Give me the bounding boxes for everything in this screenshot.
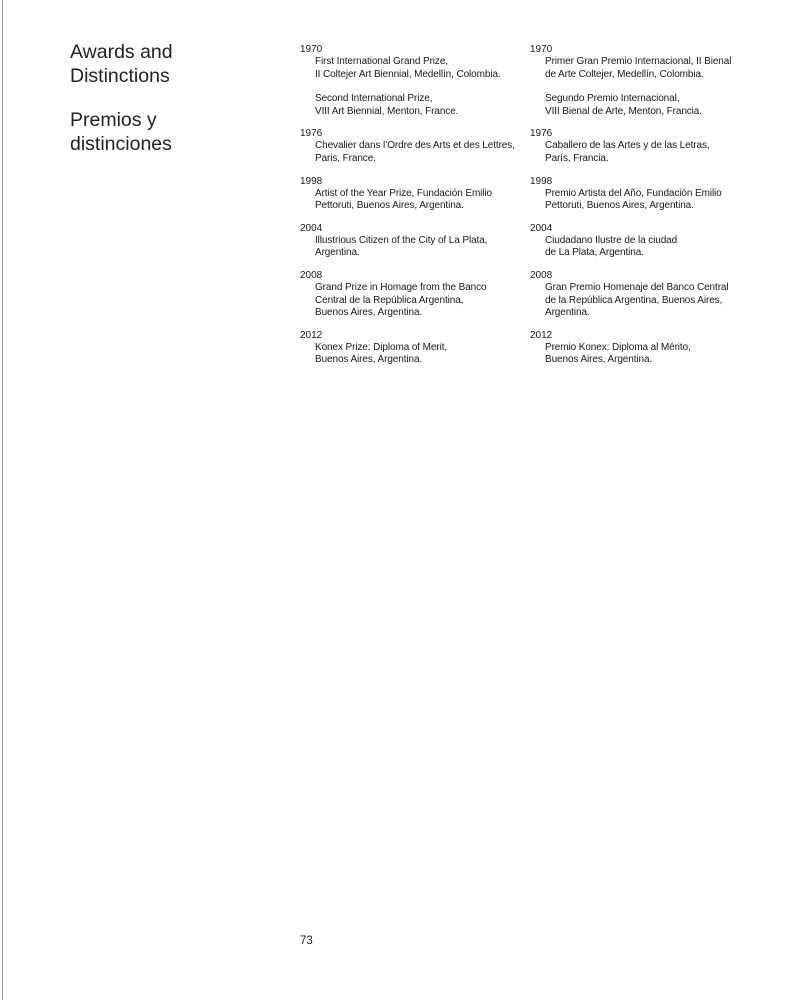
award-entry [530, 128, 745, 165]
award-description [530, 188, 745, 213]
award-text-line: Chevalier dans l’Ordre des Arts et des Lettres, [315, 140, 515, 152]
award-description [300, 56, 540, 81]
award-text-line: Pettoruti, Buenos Aires, Argentina. [545, 200, 694, 212]
award-description [300, 140, 540, 165]
award-entry [300, 176, 540, 213]
award-text-line: de Arte Coltejer, Medellín, Colombia. [545, 68, 704, 80]
award-text-line: Segundo Premio Internacional, [545, 93, 680, 105]
award-description [530, 93, 745, 118]
award-description [300, 188, 540, 213]
award-text-line: First International Grand Prize, [315, 56, 448, 67]
award-text-line: Ciudadano Ilustre de la ciudad [545, 234, 678, 246]
award-text-line: Caballero de las Artes y de las Letras, [545, 140, 710, 152]
entry-spacer [300, 81, 540, 93]
award-text-line: de la República Argentina, Buenos Aires, [545, 294, 723, 306]
award-text-line: Argentina. [545, 307, 590, 319]
award-year: 1976 [530, 128, 553, 140]
award-year: 2008 [530, 269, 553, 281]
award-text-line: VIII Bienal de Arte, Menton, Francia. [545, 105, 702, 117]
awards-column-english [300, 44, 540, 377]
heading-english [70, 41, 173, 88]
award-year: 1998 [300, 175, 323, 187]
award-text-line: VIII Art Biennial, Menton, France. [315, 105, 459, 117]
award-year: 1998 [530, 175, 553, 187]
award-text-line: II Coltejer Art Biennial, Medellín, Colombia. [315, 68, 501, 80]
award-year: 2012 [530, 329, 553, 341]
page-edge-line [2, 0, 3, 1000]
awards-column-spanish [530, 44, 745, 377]
award-text-line: Grand Prize in Homage from the Banco [315, 281, 487, 293]
heading-line: Distinctions [70, 64, 170, 87]
heading-line: Premios y [70, 109, 157, 131]
award-entry [300, 270, 540, 320]
award-description [300, 235, 540, 260]
award-description [530, 235, 745, 260]
award-description [530, 282, 745, 320]
award-year: 1970 [530, 44, 553, 55]
award-text-line: Buenos Aires, Argentina. [315, 354, 423, 366]
heading-spanish [70, 109, 172, 156]
award-entry [530, 44, 745, 118]
award-year: 2004 [300, 222, 323, 234]
award-description [300, 282, 540, 320]
award-text-line: Pettoruti, Buenos Aires, Argentina. [315, 200, 464, 212]
award-year: 2012 [300, 329, 323, 341]
award-entry [530, 330, 745, 367]
award-description [300, 93, 540, 118]
award-text-line: Gran Premio Homenaje del Banco Central [545, 281, 729, 293]
award-text-line: Illustrious Citizen of the City of La Plata, [315, 234, 488, 246]
award-entry [300, 128, 540, 165]
award-entry [530, 176, 745, 213]
award-text-line: Central de la República Argentina, [315, 294, 464, 306]
award-entry [530, 270, 745, 320]
heading-line: distinciones [70, 132, 172, 155]
award-entry [300, 330, 540, 367]
award-year: 1976 [300, 128, 323, 140]
award-text-line: Buenos Aires, Argentina. [315, 307, 423, 319]
award-description [530, 342, 745, 367]
award-text-line: de La Plata, Argentina. [545, 247, 644, 259]
award-text-line: Buenos Aires, Argentina. [545, 354, 653, 366]
award-description [530, 140, 745, 165]
award-year: 1970 [300, 44, 323, 55]
award-text-line: Argentina. [315, 247, 360, 259]
award-year: 2004 [530, 222, 553, 234]
award-text-line: Paris, France. [315, 152, 376, 164]
award-text-line: Second International Prize, [315, 93, 433, 105]
award-text-line: París, Francia. [545, 152, 609, 164]
award-text-line: Konex Prize: Diploma of Merit, [315, 341, 448, 353]
award-text-line: Primer Gran Premio Internacional, II Bienal [545, 56, 732, 67]
entry-spacer [530, 81, 745, 93]
award-description [530, 56, 745, 81]
heading-line: Awards and [70, 41, 173, 63]
award-description [300, 342, 540, 367]
award-entry [300, 223, 540, 260]
award-entry [300, 44, 540, 118]
award-year: 2008 [300, 269, 323, 281]
page-number: 73 [300, 935, 313, 947]
award-text-line: Premio Artista del Año, Fundación Emilio [545, 187, 722, 199]
award-text-line: Premio Konex: Diploma al Mérito, [545, 341, 691, 353]
award-entry [530, 223, 745, 260]
award-text-line: Artist of the Year Prize, Fundación Emilio [315, 187, 493, 199]
